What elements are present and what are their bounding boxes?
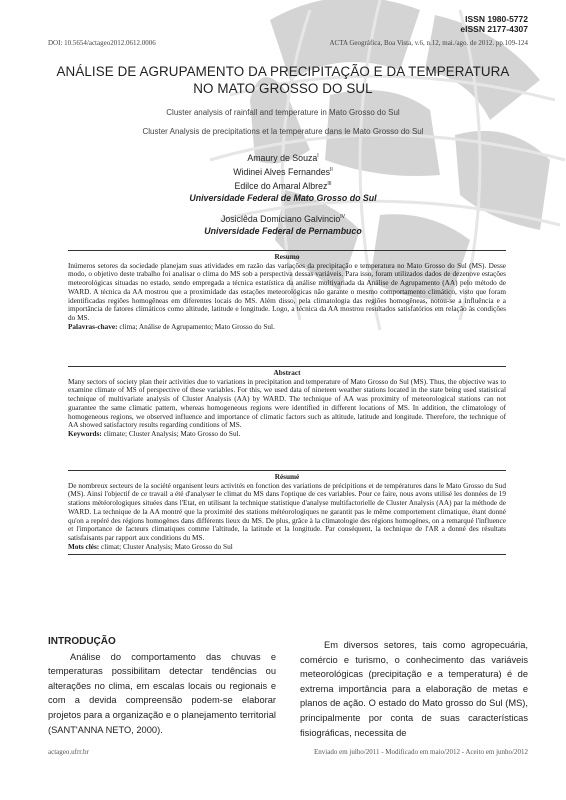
footer-site[interactable]: actageo.ufrr.br	[48, 748, 89, 756]
author-name: Widinei Alves Fernandes$^{II}$	[233, 166, 333, 177]
subtitle-english: Cluster analysis of rainfall and temperature in Mato Grosso do Sul	[166, 108, 400, 117]
resumo-text: Inúmeros setores da sociedade planejam suas atividades em razão das variações da precipitação e temperatura no Mato Grosso do Sul (MS). Desse modo, o objetivo deste trabalho foi analisar o clima do MS sob a perspectiva dessas variáveis. Para isso, foram utilizados dados de dezenove estações meteorológicas situadas no estado, sendo empregada a técnica estatística da análise multivariada da Análise de Agrupamento (AA) pelo método de WARD. A técnica da AA mostrou que a proximidade das estações meteorológicas não garante o mesmo comportamento climático, visto que foram identificadas regiões homogêneas em diferentes locais do MS. Além disso, pela climatologia das regiões homogêneas, notou-se a influência e a importância de fatores climáticos como altitude, latitude e longitude. Logo, a técnica da AA mostrou resultados satisfatórios em relação às condições do MS.	[68, 261, 506, 322]
title-line-1: ANÁLISE DE AGRUPAMENTO DA PRECIPITAÇÃO E DA TEMPERATURA	[56, 64, 510, 79]
eissn: eISSN 2177-4307	[460, 24, 528, 34]
divider	[68, 250, 506, 251]
divider	[68, 366, 506, 367]
affiliation: Universidade Federal de Mato Grosso do Sul	[189, 192, 377, 203]
intro-paragraph: Análise do comportamento das chuvas e temperaturas possibilitam detectar tendências ou alterações no clima, em escalas locais ou regionais e com a devida compreensão podem-se elaborar projetos para a organização e o planejamento territorial (SANT'ANNA NETO, 2000).	[48, 651, 276, 735]
issn-block	[460, 14, 528, 34]
issn: ISSN 1980-5772	[465, 14, 528, 24]
doi[interactable]: DOI: 10.5654/actageo2012.0612.0006	[48, 39, 156, 47]
author-name: Amaury de Souza$^I$	[247, 152, 319, 163]
resumo-section	[68, 250, 506, 331]
abstract-heading: Abstract	[273, 369, 301, 377]
affiliation: Universidade Federal de Pernambuco	[204, 225, 362, 236]
author-name: Josiclêda Domiciano Galvincio$^{IV}$	[220, 213, 346, 224]
abstract-section	[68, 366, 506, 439]
divider	[68, 470, 506, 471]
resume-text: De nombreux secteurs de la société organisent leurs activités en fonction des variations de précipitions et de températures dans le Mato Grosso du Sud (MS). Ainsi l'objectif de ce travail a été d'analyser le climat du MS dans l'optique de ces variables. Pour ce faire, nous avons utilisé les données de 19 stations météorologiques situées dans l'Etat, en utilisant la technique statistique d'analyse multifactorielle de Cluster Analysis (AA) par la méthode de WARD. La technique de la AA montré que la proximité des stations météorologiques ne garantit pas le même comportement climatique, étant donné qu'on a repéré des régions homogènes dans différents lieux du MS. De plus, grâce à la climatologie des régions homogènes, on a remarqué l'influence et l'importance de facteurs climatiques comme l'altitude, la latitude et la longitude. Par conséquent, la technique de l'AR a donné des résultats satisfaisants par rapport aux conditions du MS.	[68, 481, 506, 542]
journal-citation: ACTA Geográfica, Boa Vista, v.6, n.12, mai./ago. de 2012. pp.109-124	[329, 39, 528, 47]
subtitle-french: Cluster Analysis de precipitations et la temperature dans le Mato Grosso do Sul	[142, 127, 424, 136]
paper-title	[40, 63, 526, 97]
resume-section	[68, 470, 506, 555]
resumo-heading: Resumo	[274, 253, 300, 261]
intro-paragraph-right: Em diversos setores, tais como agropecuária, comércio e turismo, o conhecimento das variáveis meteorológicas (precipitação e a temperatura) é de extrema importância para a elaboração de metas e planos de ação. O estado do Mato grosso do Sul (MS), principalmente por conta de suas características fisiográficas, necessita de	[300, 640, 528, 738]
intro-right-column	[300, 638, 528, 740]
abstract-keywords: Keywords: climate; Cluster Analysis; Mato Grosso do Sul.	[68, 429, 241, 438]
resumo-keywords: Palavras-chave: clima; Análise de Agrupamento; Mato Grosso do Sul.	[68, 322, 275, 331]
intro-heading: INTRODUÇÃO	[48, 636, 116, 647]
footer-dates: Enviado em julho/2011 - Modificado em maio/2012 - Aceito em junho/2012	[314, 748, 528, 756]
title-line-2: NO MATO GROSSO DO SUL	[193, 81, 373, 96]
authors-group-1	[40, 150, 526, 204]
divider	[68, 554, 506, 555]
resume-heading: Résumé	[274, 473, 300, 481]
authors-group-2	[40, 211, 526, 237]
abstract-text: Many sectors of society plan their activities due to variations in precipitation and temperature of Mato Grosso do Sul (MS). Thus, the objective was to examine climate of MS of perspective of these variables. For this, we used data of nineteen weather stations located in the state being used statistical technique of multivariate analysis of Cluster Analysis (AA) by WARD. The technique of AA was proximity of meteorological stations can not guarantee the same climatic pattern, whereas homogeneous regions were identified in different locations of MS. In addition, the climatology of homogeneous regions, we observed influence and importance of climatic factors such as altitude, latitude and longitude. Therefore, the technique of AA showed satisfactory results regarding conditions of MS.	[68, 377, 506, 430]
resume-keywords: Mots clés: climat; Cluster Analysis; Mato Grosso do Sul	[68, 542, 233, 551]
intro-left-column	[48, 635, 276, 737]
author-name: Edilce do Amaral Albrez$^{III}$	[234, 180, 332, 191]
